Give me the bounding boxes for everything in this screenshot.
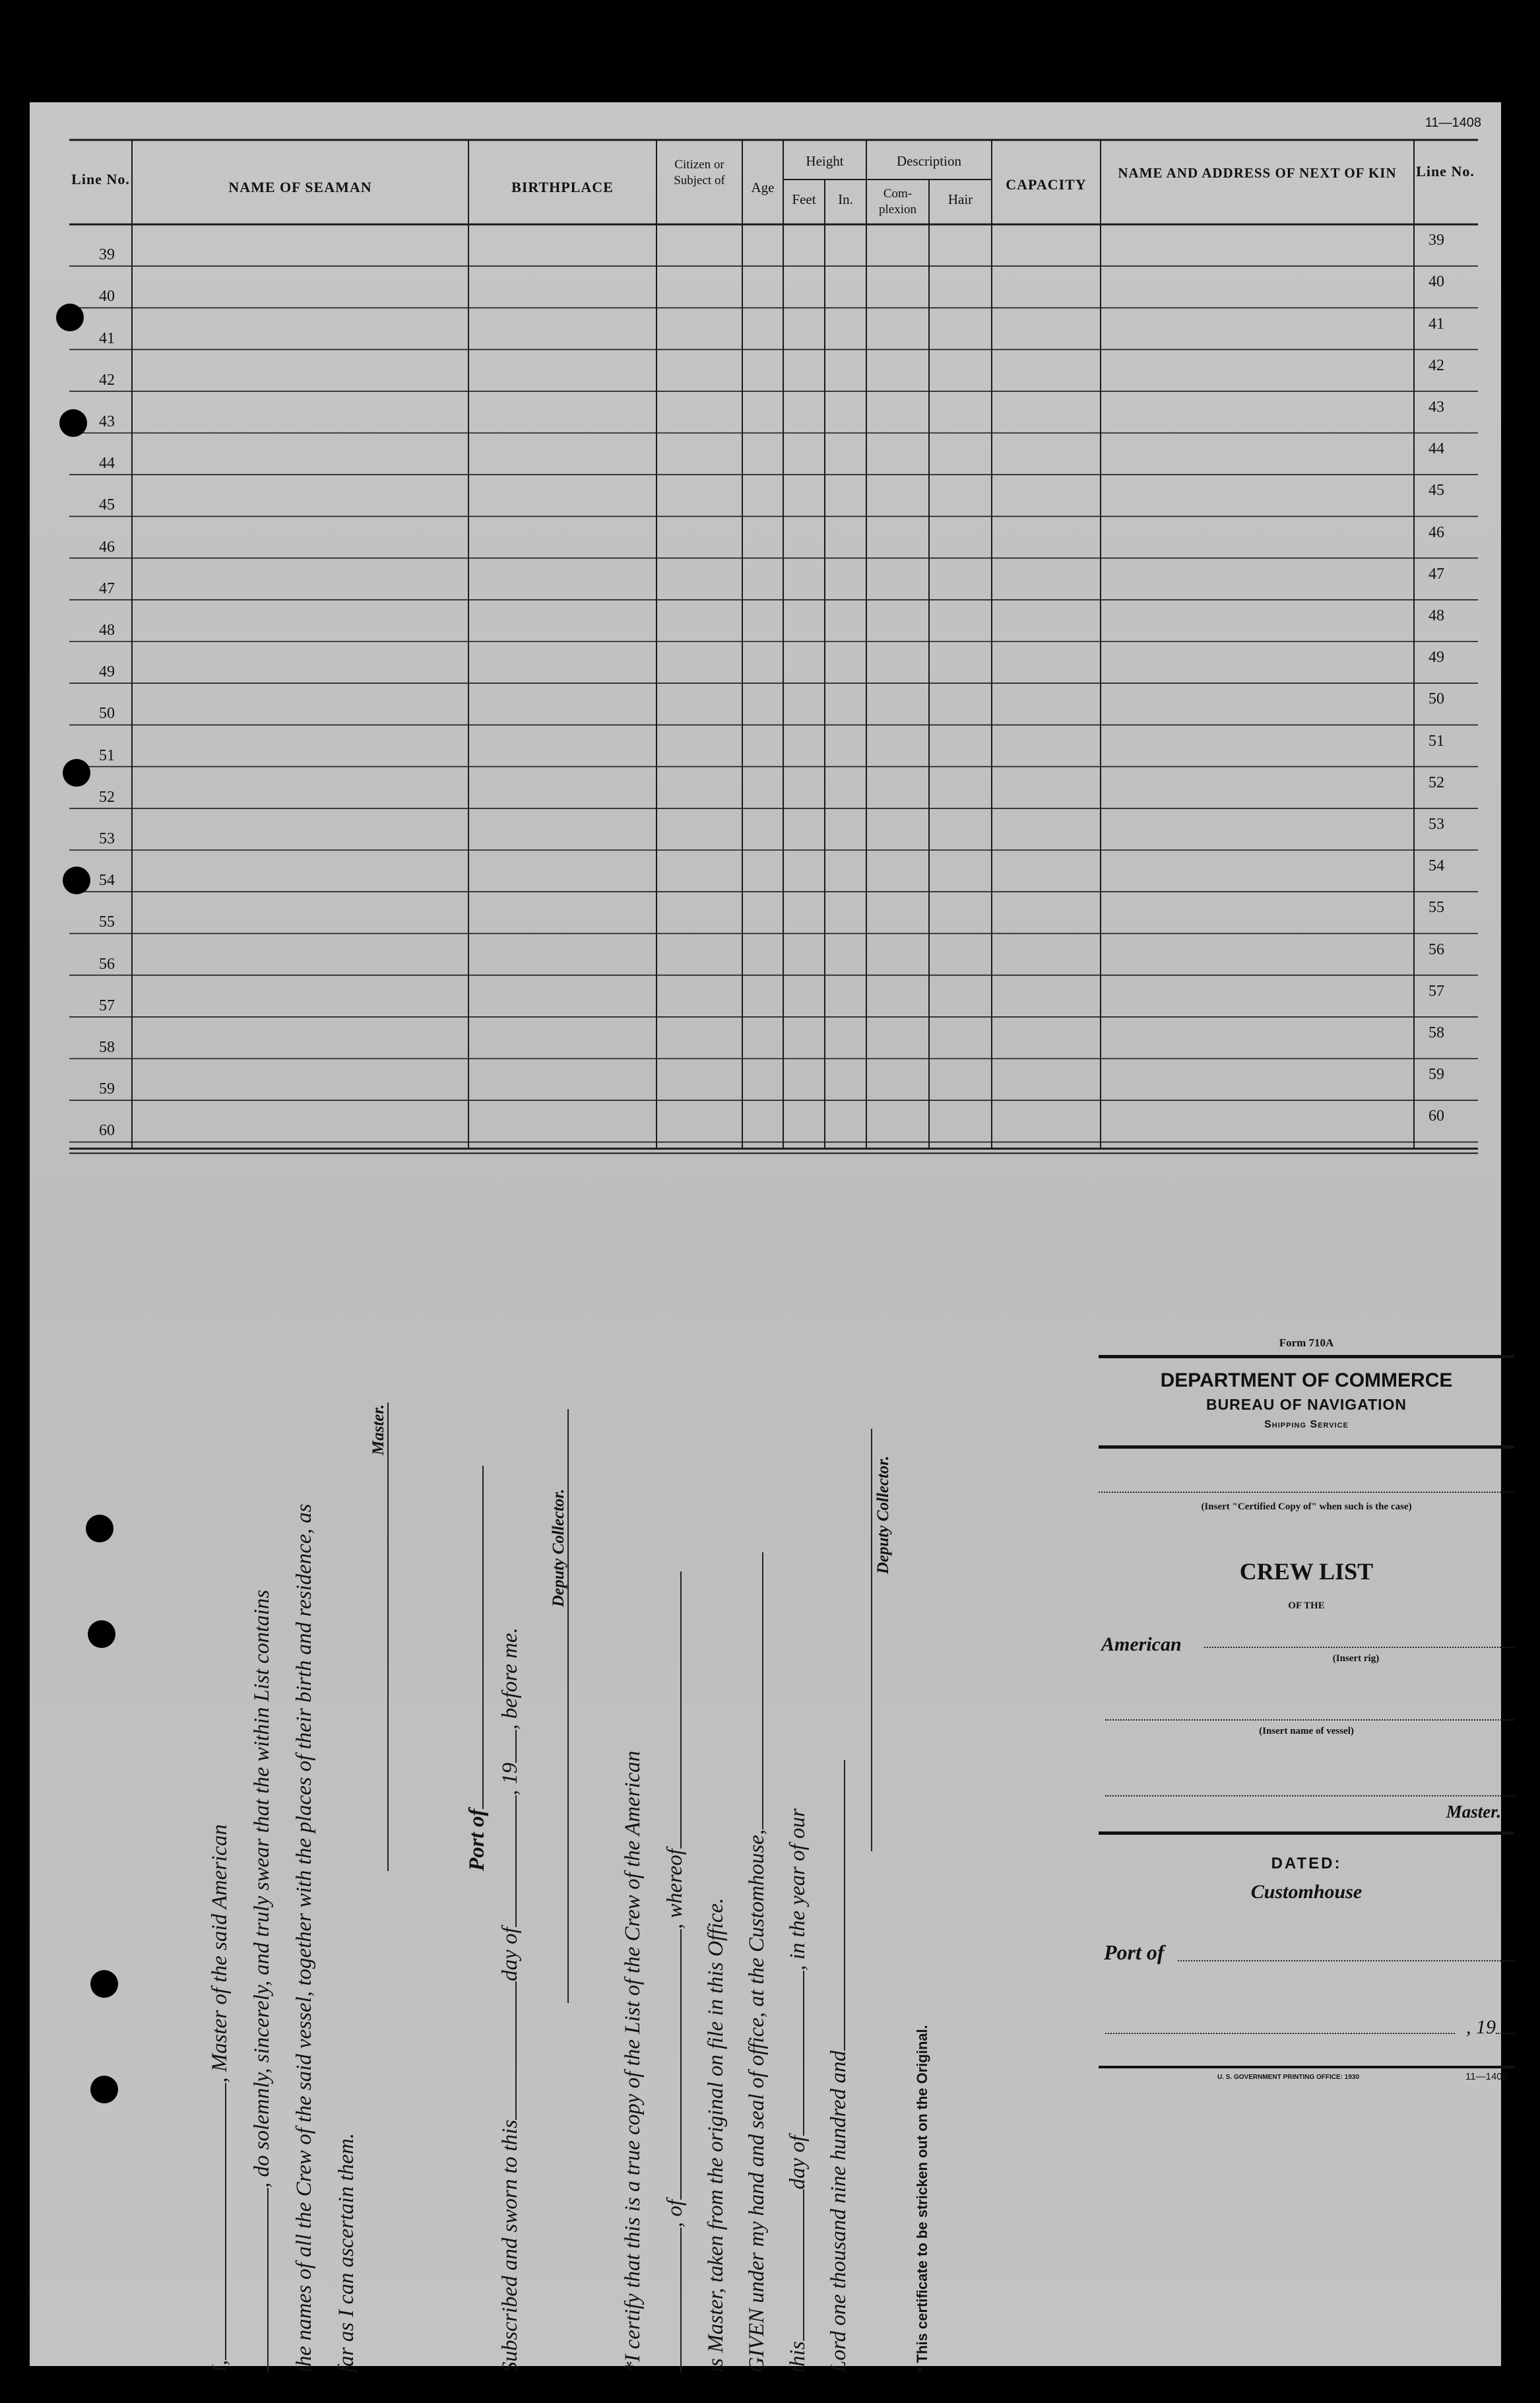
master-name-field[interactable] [1105,1795,1514,1796]
line-number-left: 46 [99,538,115,556]
port-of-line: Port of [465,1466,490,1871]
customhouse-label: Customhouse [1250,1881,1363,1903]
punch-hole [86,1515,113,1542]
line-number-right: 45 [1428,482,1444,500]
line-number-left: 45 [99,496,115,514]
line-number-right: 50 [1428,690,1444,708]
subscribed-line: Subscribed and sworn to thisday of, 19, before me. [498,1628,522,2373]
header-complexion: Com-plexion [879,187,916,216]
line-number-right: 51 [1428,732,1444,750]
deputy-collector-signature-line-2 [871,1429,872,1851]
punch-hole [59,409,87,437]
line-number-left: 60 [99,1122,115,1140]
cover-panel [1099,1336,1514,2300]
line-number-right: 58 [1428,1024,1444,1041]
is-master-line: is Master, taken from the original on file in this Office. [704,1897,728,2373]
header-height: Height [806,153,844,169]
line-number-right: 53 [1428,816,1444,833]
punch-hole [63,759,90,787]
cover-rule-top [1099,1355,1514,1358]
header-hair: Hair [947,191,973,207]
header-name-of-seaman: NAME OF SEAMAN [228,179,372,195]
line-number-left: 53 [99,830,115,847]
line-number-right: 42 [1428,356,1444,374]
insert-rig-hint: (Insert rig) [1332,1653,1380,1664]
this-day-line: thisday of, in the year of our [786,1808,810,2373]
service-title: Shipping Service [1264,1419,1349,1430]
certified-copy-field[interactable] [1099,1492,1514,1493]
date-field[interactable] [1105,2033,1455,2034]
header-birthplace: BIRTHPLACE [511,179,614,195]
line-number-left: 44 [99,455,115,473]
rig-field[interactable] [1204,1647,1514,1648]
header-line-no: Line No. [71,171,130,187]
line-number-right: 43 [1428,399,1444,416]
port-of-label: Port of [1104,1940,1165,1964]
line-number-right: 39 [1428,232,1444,249]
line-number-left: 49 [99,663,115,681]
master-affidavit [208,1369,1000,2373]
certified-copy-hint: (Insert "Certified Copy of" when such is the case) [1201,1501,1412,1512]
line-number-left: 56 [99,955,115,973]
affidavit-line-4: far as I can ascertain them. [335,2133,358,2373]
punch-hole [90,1970,118,1998]
american-label: American [1101,1633,1182,1655]
year-label: , 19 [1466,2016,1496,2038]
port-field[interactable] [1178,1960,1514,1961]
line-number-left: 50 [99,705,115,723]
affidavit-line-1: I,, Master of the said American [208,1824,232,2373]
punch-hole [56,304,84,331]
header-description: Description [897,153,961,169]
form-code: 11—1408 [1465,2071,1508,2082]
line-number-left: 51 [99,746,115,764]
punch-hole [63,867,90,894]
printer-imprint: U. S. GOVERNMENT PRINTING OFFICE: 1930 [1217,2074,1360,2081]
given-line: GIVEN under my hand and seal of office, at the Customhouse, [745,1552,769,2373]
line-number-left: 42 [99,371,115,389]
of-the-label: OF THE [1288,1600,1325,1611]
form-number: Form 710A [1279,1336,1334,1349]
line-number-left: 55 [99,913,115,931]
line-number-left: 58 [99,1039,115,1056]
line-number-left: 54 [99,872,115,890]
header-citizen: Citizen or Subject of [674,158,725,187]
line-number-left: 40 [99,288,115,306]
line-number-right: 47 [1428,565,1444,583]
line-number-right: 54 [1428,857,1444,875]
cover-rule-bottom [1099,2066,1514,2068]
line-number-right: 41 [1428,315,1444,333]
affidavit-line-3: the names of all the Crew of the said vessel, together with the places of their birth and residence, as [292,1503,316,2373]
lord-line: Lord one thousand nine hundred and [827,1760,851,2373]
vessel-name-field[interactable] [1105,1719,1514,1721]
bureau-title: BUREAU OF NAVIGATION [1205,1396,1407,1413]
crew-table [69,139,1478,1165]
table-grid-lines [69,139,1478,1165]
dated-label: DATED: [1271,1855,1342,1872]
deputy-collector-label: Deputy Collector. [550,1488,567,1607]
year-field[interactable] [1496,2033,1514,2034]
of-whereof-line: , of, whereof [663,1571,688,2373]
deputy-collector-label-2: Deputy Collector. [874,1455,892,1574]
line-number-right: 52 [1428,774,1444,791]
line-number-left: 52 [99,788,115,806]
line-number-left: 57 [99,997,115,1014]
header-feet: Feet [792,191,816,207]
header-capacity: CAPACITY [1006,176,1087,193]
line-number-left: 41 [99,329,115,347]
certify-line: *I certify that this is a true copy of the List of the Crew of the American [621,1750,645,2373]
line-number-left: 59 [99,1080,115,1098]
line-number-left: 39 [99,246,115,264]
form-corner-number: 11—1408 [1425,115,1481,130]
cover-rule-2 [1099,1445,1514,1449]
line-number-right: 60 [1428,1107,1444,1125]
line-number-right: 44 [1428,440,1444,458]
punch-hole [90,2076,118,2103]
line-number-right: 56 [1428,940,1444,958]
certificate-footnote: * This certificate to be stricken out on the Original. [914,2025,930,2373]
line-number-right: 57 [1428,982,1444,1000]
header-inches: In. [838,191,853,207]
header-next-of-kin: NAME AND ADDRESS OF NEXT OF KIN [1118,165,1397,181]
affidavit-line-2: , do solemnly, sincerely, and truly swear that the within List contains [250,1590,274,2373]
crew-list-form-page [30,102,1508,2373]
line-number-left: 48 [99,622,115,639]
master-signature-label: Master. [369,1404,387,1455]
line-number-right: 59 [1428,1066,1444,1084]
line-number-right: 55 [1428,899,1444,917]
master-label: Master. [1446,1802,1501,1822]
master-signature-line [387,1402,389,1871]
line-number-right: 49 [1428,649,1444,667]
line-number-right: 40 [1428,273,1444,291]
cover-rule-3 [1099,1831,1514,1835]
line-number-left: 43 [99,413,115,430]
line-number-right: 48 [1428,607,1444,624]
punch-hole [88,1620,115,1648]
insert-vessel-hint: (Insert name of vessel) [1259,1726,1354,1736]
line-number-left: 47 [99,579,115,597]
department-title: DEPARTMENT OF COMMERCE [1160,1369,1453,1391]
header-age: Age [751,180,775,195]
line-number-right: 46 [1428,523,1444,541]
crew-list-title: CREW LIST [1239,1558,1374,1585]
header-line-no-right: Line No. [1416,163,1475,180]
